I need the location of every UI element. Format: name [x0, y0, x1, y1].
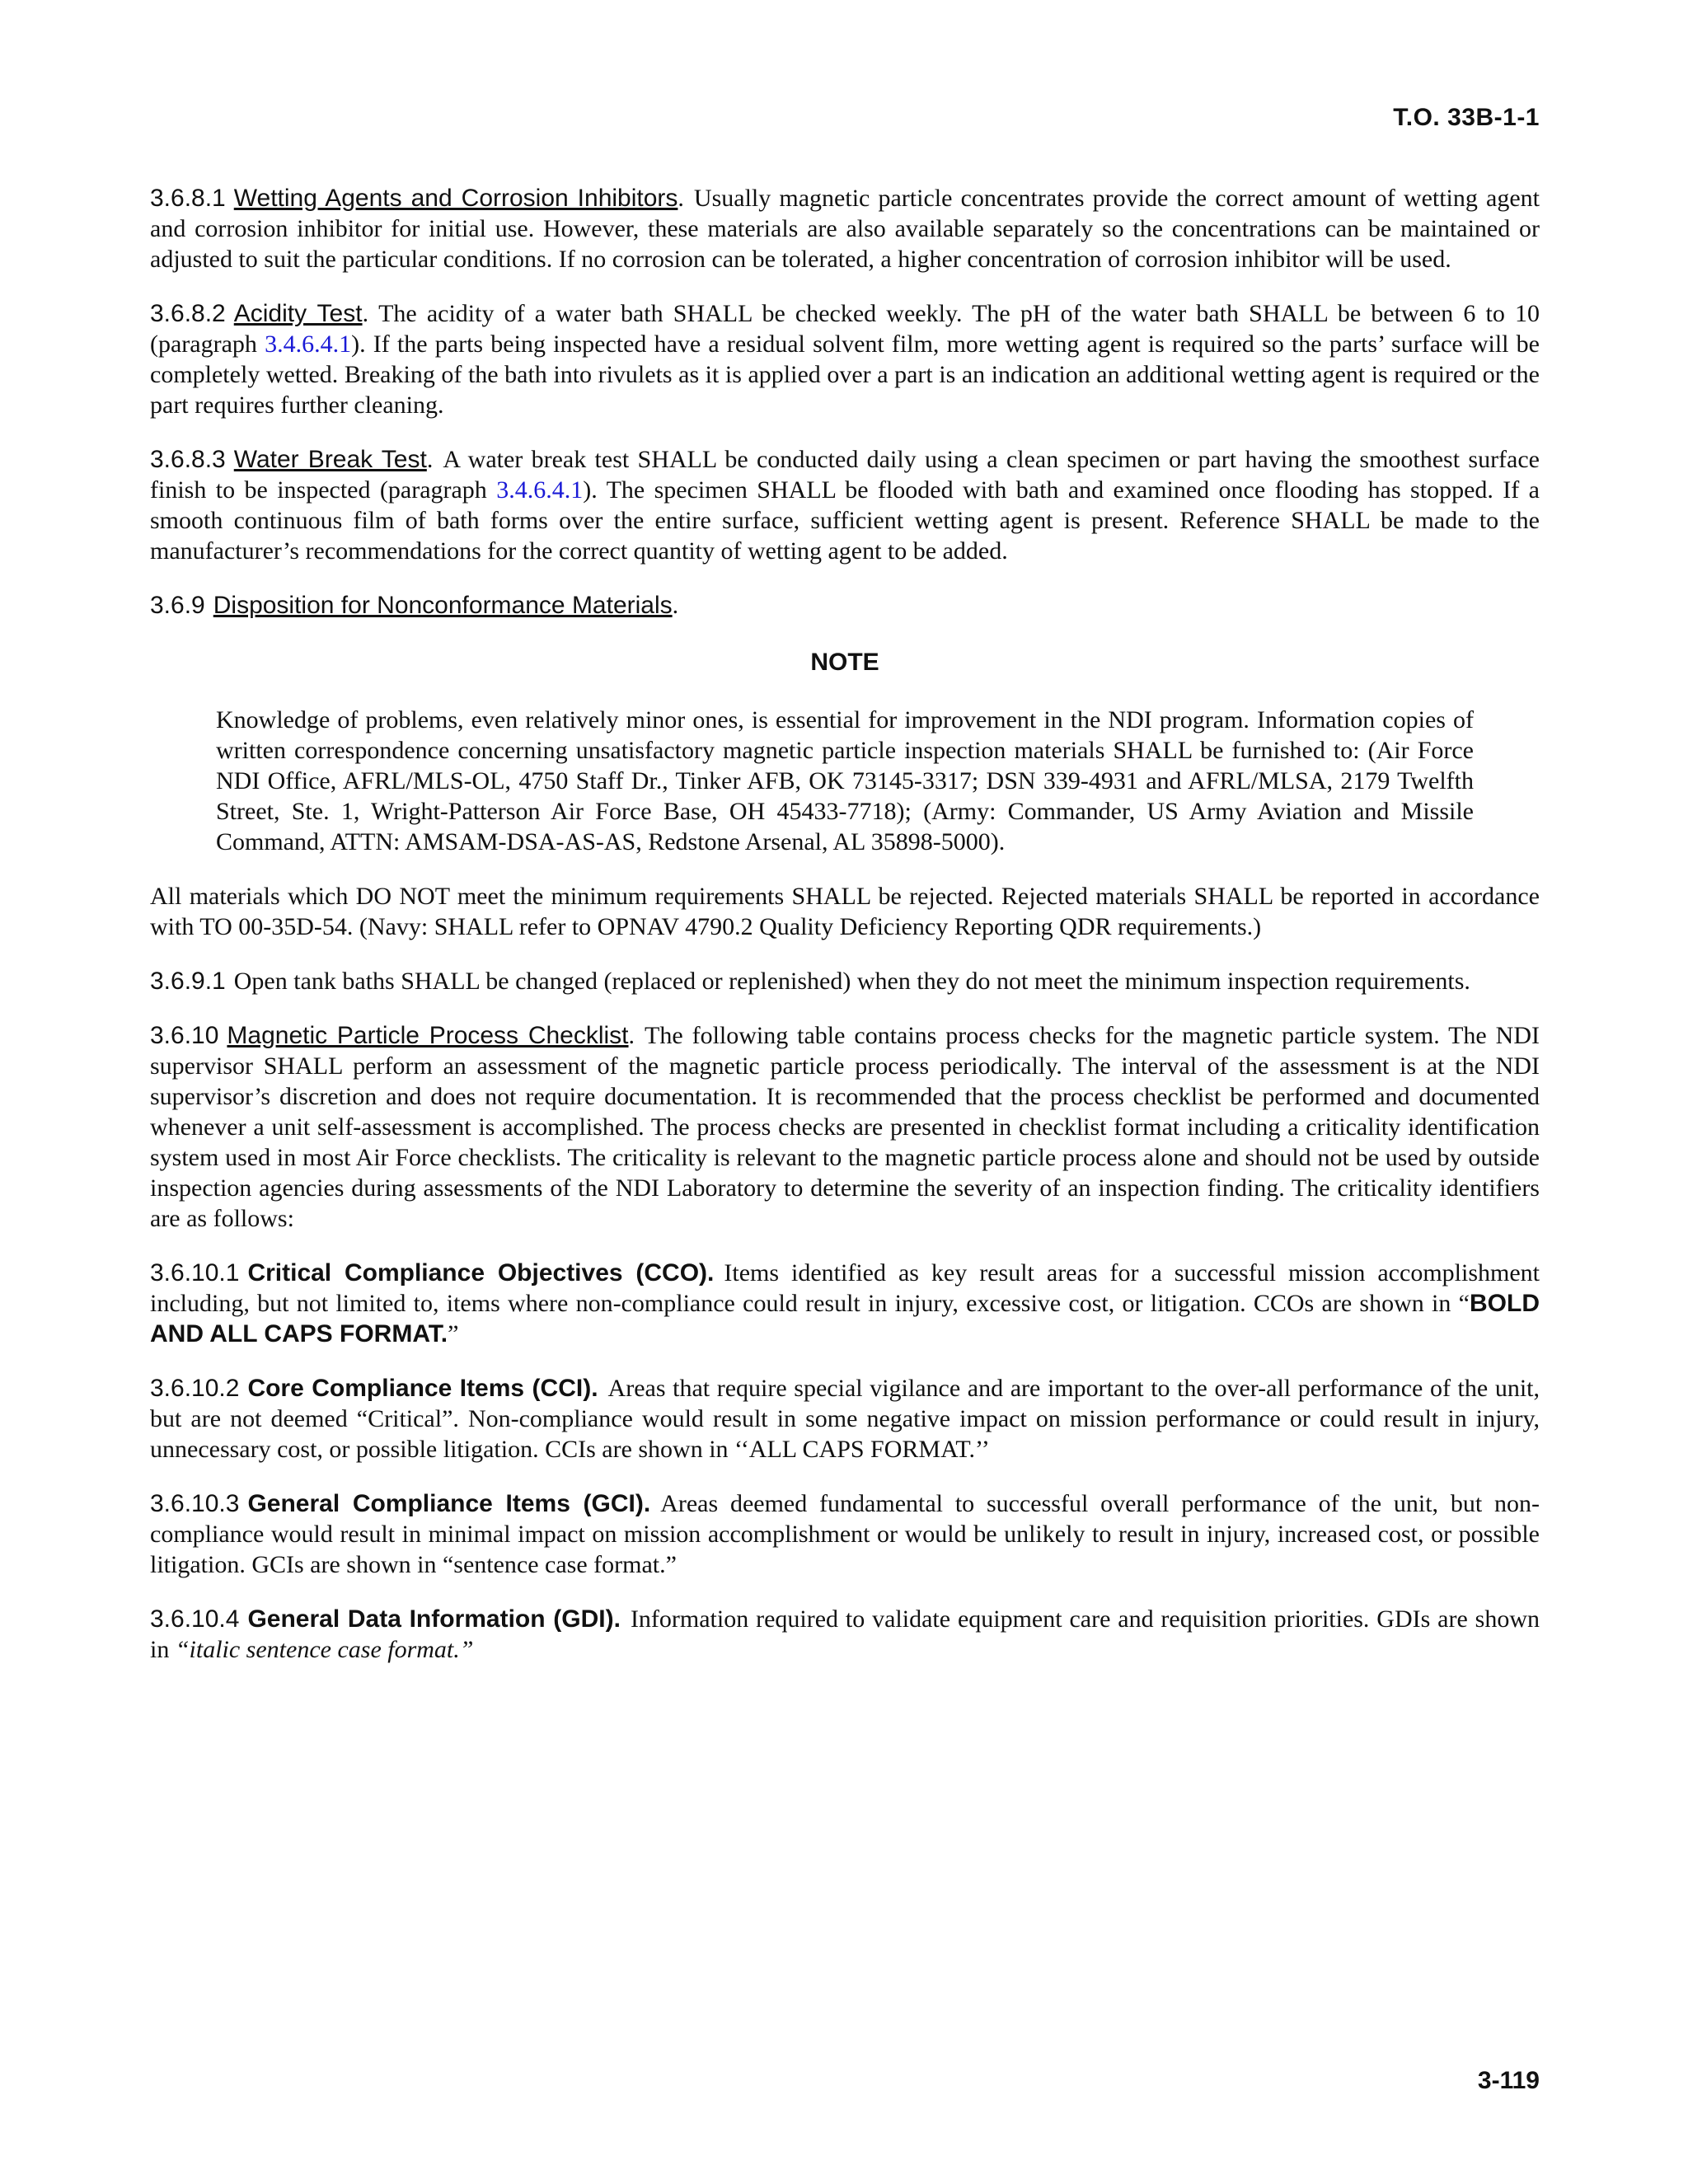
section-number: 3.6.10.1 — [150, 1259, 240, 1286]
paragraph-3-6-8-2: 3.6.8.2 Acidity Test. The acidity of a water bath SHALL be checked weekly. The pH of the water bath SHALL be between 6 to 10 (paragraph 3.4.6.4.1). If the parts being inspected have a residual solvent film, more wetting agent is required so the parts’ surface will be completely wetted. Breaking of the bath into rivulets as it is applied over a part is an indication an additional wetting agent is required or the part requires further cleaning. — [150, 300, 1540, 419]
italic-format-example: “italic sentence case format.” — [175, 1636, 474, 1663]
section-body: A water break test SHALL be conducted daily using a clean specimen or part having the smoothest surface finish to be inspected (paragraph — [150, 446, 1540, 504]
section-body-continued: ). The specimen SHALL be flooded with bath and examined once flooding has stopped. If a smooth continuous film of bath forms over the entire surface, sufficient wetting agent is present. Reference SHALL be made to the manufacturer’s recommendations for the correct quantity of wetting agent to be added. — [150, 476, 1540, 565]
section-title: Water Break Test — [233, 446, 427, 473]
section-number: 3.6.10.4 — [150, 1605, 240, 1633]
section-title: Critical Compliance Objectives (CCO). — [247, 1259, 715, 1286]
materials-paragraph: All materials which DO NOT meet the minimum requirements SHALL be rejected. Rejected materials SHALL be reported in accordance with TO 00-35D-54. (Navy: SHALL refer to OPNAV 4790.2 Quality Deficiency Reporting QDR requirements.) — [150, 883, 1540, 940]
paragraph-3-6-8-3: 3.6.8.3 Water Break Test. A water break test SHALL be conducted daily using a clean specimen or part having the smoothest surface finish to be inspected (paragraph 3.4.6.4.1). The specimen SHALL be flooded with bath and examined once flooding has stopped. If a smooth continuous film of bath forms over the entire surface, sufficient wetting agent is present. Reference SHALL be made to the manufacturer’s recommendations for the correct quantity of wetting agent to be added. — [150, 446, 1540, 565]
section-body: Items identified as key result areas for a successful mission accomplishment including, but not limited to, items where non-compliance could result in injury, excessive cost, or litigation. CCOs are shown in “ — [150, 1259, 1540, 1317]
section-body: Areas deemed fundamental to successful overall performance of the unit, but non-compliance would result in minimal impact on mission accomplishment or would be unlikely to result in injury, increased cost, or possible litigation. GCIs are shown in “sentence case format.” — [150, 1490, 1540, 1578]
section-body: The acidity of a water bath SHALL be checked weekly. The pH of the water bath SHALL be between 6 to 10 (paragraph — [150, 300, 1540, 358]
section-body-continued: ). If the parts being inspected have a residual solvent film, more wetting agent is required so the parts’ surface will be completely wetted. Breaking of the bath into rivulets as it is applied over a part is an indication an additional wetting agent is required or the part requires further cleaning. — [150, 330, 1540, 419]
paragraph-reference-link[interactable]: 3.4.6.4.1 — [496, 476, 584, 504]
section-body: The following table contains process checks for the magnetic particle system. The NDI supervisor SHALL perform an assessment of the magnetic particle process periodically. The interval of the assessment is at the NDI supervisor’s discretion and does not require documentation. It is recommended that the process checklist be performed and documented whenever a unit self-assessment is accomplished. The process checks are presented in checklist format including a criticality identification system used in most Air Force checklists. The criticality is relevant to the magnetic particle process alone and should not be used by outside inspection agencies during assessments of the NDI Laboratory to determine the severity of an inspection finding. The criticality identifiers are as follows: — [150, 1022, 1540, 1232]
section-title: Core Compliance Items (CCI). — [247, 1375, 598, 1402]
bold-format-example: BOLD AND ALL CAPS FORMAT. — [150, 1290, 1540, 1347]
paragraph-3-6-9-1 — [150, 966, 1540, 996]
paragraph-3-6-9: 3.6.9 Disposition for Nonconformance Materials. — [150, 592, 679, 619]
page-content — [150, 183, 1540, 1689]
paragraph-3-6-10-3 — [150, 1488, 1540, 1580]
section-number: 3.6.8.1 — [150, 185, 226, 212]
note-body: Knowledge of problems, even relatively minor ones, is essential for improvement in the NDI program. Information copies of written correspondence concerning unsatisfactory magnetic particle inspection materials SHALL be furnished to: (Air Force NDI Office, AFRL/MLS-OL, 4750 Staff Dr., Tinker AFB, OK 73145-3317; DSN 339-4931 and AFRL/MLSA, 2179 Twelfth Street, Ste. 1, Wright-Patterson Air Force Base, OH 45433-7718); (Army: Commander, US Army Aviation and Missile Command, ATTN: AMSAM-DSA-AS-AS, Redstone Arsenal, AL 35898-5000). — [216, 706, 1474, 855]
section-number: 3.6.8.2 — [150, 300, 226, 327]
page-number-footer: 3-119 — [1477, 2067, 1540, 2094]
section-number: 3.6.10.3 — [150, 1490, 240, 1517]
section-title: Disposition for Nonconformance Materials — [213, 592, 673, 619]
section-number: 3.6.9 — [150, 592, 205, 619]
section-body: Usually magnetic particle concentrates provide the correct amount of wetting agent and corrosion inhibitor for initial use. However, these materials are also available separately so the concentrations can be maintained or adjusted to suit the particular conditions. If no corrosion can be tolerated, a higher concentration of corrosion inhibitor will be used. — [150, 185, 1540, 273]
section-number: 3.6.10 — [150, 1022, 219, 1049]
section-title: General Data Information (GDI). — [247, 1605, 621, 1633]
document-id-header: T.O. 33B-1-1 — [1393, 104, 1540, 131]
closing-quote: ” — [448, 1320, 459, 1347]
section-body: Areas that require special vigilance and are important to the over-all performance of the unit, but are not deemed “Critical”. Non-compliance would result in some negative impact on mission performance or could result in injury, unnecessary cost, or possible litigation. CCIs are shown in ‘‘ALL CAPS FORMAT.’’ — [150, 1375, 1540, 1463]
paragraph-reference-link[interactable]: 3.4.6.4.1 — [265, 330, 352, 358]
section-body: Open tank baths SHALL be changed (replaced or replenished) when they do not meet the minimum inspection requirements. — [233, 968, 1470, 995]
paragraph-3-6-10: 3.6.10 Magnetic Particle Process Checklist. The following table contains process checks for the magnetic particle system. The NDI supervisor SHALL perform an assessment of the magnetic particle process periodically. The interval of the assessment is at the NDI supervisor’s discretion and does not require documentation. It is recommended that the process checklist be performed and documented whenever a unit self-assessment is accomplished. The process checks are presented in checklist format including a criticality identification system used in most Air Force checklists. The criticality is relevant to the magnetic particle process alone and should not be used by outside inspection agencies during assessments of the NDI Laboratory to determine the severity of an inspection finding. The criticality identifiers are as follows: — [150, 1022, 1540, 1232]
section-body: Information required to validate equipment care and requisition priorities. GDIs are shown in — [150, 1605, 1540, 1663]
note-title: NOTE — [810, 649, 879, 676]
paragraph-3-6-10-4 — [150, 1604, 1540, 1665]
section-title: Acidity Test — [233, 300, 363, 327]
section-number: 3.6.10.2 — [150, 1375, 240, 1402]
section-title: Wetting Agents and Corrosion Inhibitors — [233, 185, 678, 212]
section-title: Magnetic Particle Process Checklist — [227, 1022, 629, 1049]
paragraph-3-6-10-1 — [150, 1258, 1540, 1349]
section-title: General Compliance Items (GCI). — [247, 1490, 651, 1517]
section-number: 3.6.8.3 — [150, 446, 226, 473]
section-number: 3.6.9.1 — [150, 968, 226, 995]
paragraph-3-6-8-1: 3.6.8.1 Wetting Agents and Corrosion Inhibitors. Usually magnetic particle concentrates provide the correct amount of wetting agent and corrosion inhibitor for initial use. However, these materials are also available separately so the concentrations can be maintained or adjusted to suit the particular conditions. If no corrosion can be tolerated, a higher concentration of corrosion inhibitor will be used. — [150, 185, 1540, 273]
paragraph-3-6-10-2 — [150, 1373, 1540, 1465]
